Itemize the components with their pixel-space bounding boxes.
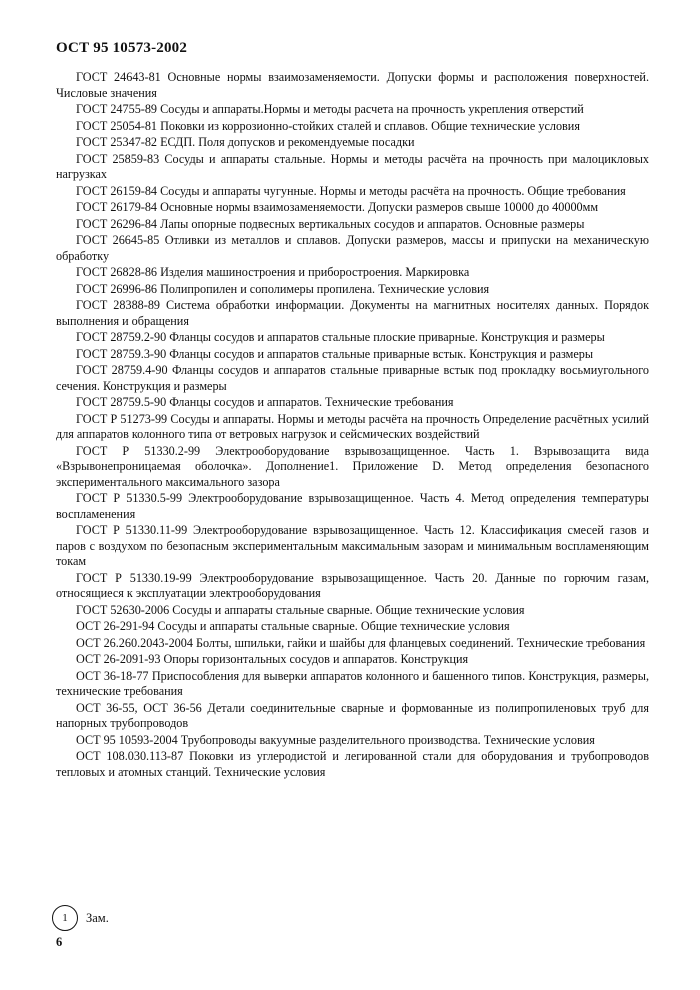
reference-item: ОСТ 26.260.2043-2004 Болты, шпильки, гайки и шайбы для фланцевых соединений. Технические требования [76, 635, 646, 650]
reference-item: ГОСТ 28759.2-90 Фланцы сосудов и аппаратов стальные плоские приварные. Конструкция и размеры [76, 330, 605, 344]
reference-item: ГОСТ Р 51330.2-99 Электрооборудование взрывозащищенное. Часть 1. Взрывозащита вида «Взрывонепроницаемая оболочка». Дополнение1. Приложение D. Метод определения безопасного экспериментального максимального зазора [56, 443, 649, 489]
reference-item: ГОСТ Р 51330.19-99 Электрооборудование взрывозащищенное. Часть 20. Данные по горючим газам, относящиеся к эксплуатации электрооборудования [56, 570, 649, 600]
reference-item: ГОСТ Р 51273-99 Сосуды и аппараты. Нормы и методы расчёта на прочность Определение расчётных усилий для аппаратов колонного типа от ветровых нагрузок и сейсмических воздействий [56, 411, 649, 441]
reference-item: ОСТ 108.030.113-87 Поковки из углеродистой и легированной стали для оборудования и трубопроводов тепловых и атомных станций. Технические условия [56, 749, 649, 779]
reference-item: ОСТ 36-55, ОСТ 36-56 Детали соединительные сварные и формованные из полипропиленовых труб для напорных трубопроводов [56, 700, 649, 730]
reference-item: ГОСТ 52630-2006 Сосуды и аппараты стальные сварные. Общие технические условия [76, 602, 525, 617]
amendment-label: Зам. [86, 910, 109, 925]
reference-item: ГОСТ 28759.4-90 Фланцы сосудов и аппаратов стальные приварные встык под прокладку восьмиугольного сечения. Конструкция и размеры [56, 363, 649, 393]
amendment-mark [52, 905, 109, 931]
reference-item: ГОСТ 25054-81 Поковки из коррозионно-стойких сталей и сплавов. Общие технические условия [76, 118, 580, 133]
reference-item: ГОСТ 28388-89 Система обработки информации. Документы на магнитных носителях данных. Порядок выполнения и обращения [56, 298, 649, 328]
reference-item: ОСТ 26-291-94 Сосуды и аппараты стальные сварные. Общие технические условия [76, 619, 510, 633]
reference-item: ГОСТ Р 51330.11-99 Электрооборудование взрывозащищенное. Часть 12. Классификация смесей газов и паров с воздухом по безопасным экспериментальным максимальным зазорам и минимальным воспламеняющим токам [56, 523, 649, 568]
amendment-number-circle [52, 905, 78, 931]
reference-list [56, 70, 649, 781]
page-number: 6 [56, 935, 63, 949]
amendment-number: 1 [62, 912, 68, 924]
reference-item: ГОСТ 25859-83 Сосуды и аппараты стальные. Нормы и методы расчёта на прочность при малоцикловых нагрузках [56, 151, 649, 181]
reference-item: ОСТ 36-18-77 Приспособления для выверки аппаратов колонного и башенного типов. Конструкция, размеры, технические требования [56, 668, 649, 698]
reference-item: ГОСТ 26996-86 Полипропилен и сополимеры пропилена. Технические условия [76, 281, 490, 296]
reference-item: ГОСТ 26179-84 Основные нормы взаимозаменяемости. Допуски размеров свыше 10000 до 40000мм [76, 200, 599, 214]
reference-item: ГОСТ 26296-84 Лапы опорные подвесных вертикальных сосудов и аппаратов. Основные размеры [76, 216, 585, 231]
reference-item: ГОСТ Р 51330.5-99 Электрооборудование взрывозащищенное. Часть 4. Метод определения температуры воспламенения [56, 491, 649, 521]
document-header: ОСТ 95 10573-2002 [56, 40, 188, 56]
reference-item: ГОСТ 28759.3-90 Фланцы сосудов и аппаратов стальные приварные встык. Конструкция и размеры [76, 346, 594, 361]
reference-item: ГОСТ 26828-86 Изделия машиностроения и приборостроения. Маркировка [76, 265, 470, 279]
reference-item: ГОСТ 26159-84 Сосуды и аппараты чугунные. Нормы и методы расчёта на прочность. Общие требования [76, 183, 626, 198]
reference-item: ОСТ 26-2091-93 Опоры горизонтальных сосудов и аппаратов. Конструкция [76, 652, 469, 666]
reference-item: ГОСТ 28759.5-90 Фланцы сосудов и аппаратов. Технические требования [76, 395, 454, 409]
reference-item: ГОСТ 26645-85 Отливки из металлов и сплавов. Допуски размеров, массы и припуски на механическую обработку [56, 233, 649, 263]
reference-item: ГОСТ 25347-82 ЕСДП. Поля допусков и рекомендуемые посадки [76, 135, 415, 149]
reference-item: ГОСТ 24755-89 Сосуды и аппараты.Нормы и методы расчета на прочность укрепления отверстий [76, 102, 584, 116]
reference-item: ОСТ 95 10593-2004 Трубопроводы вакуумные разделительного производства. Технические условия [76, 732, 595, 747]
reference-item: ГОСТ 24643-81 Основные нормы взаимозаменяемости. Допуски формы и расположения поверхностей. Числовые значения [56, 70, 649, 100]
